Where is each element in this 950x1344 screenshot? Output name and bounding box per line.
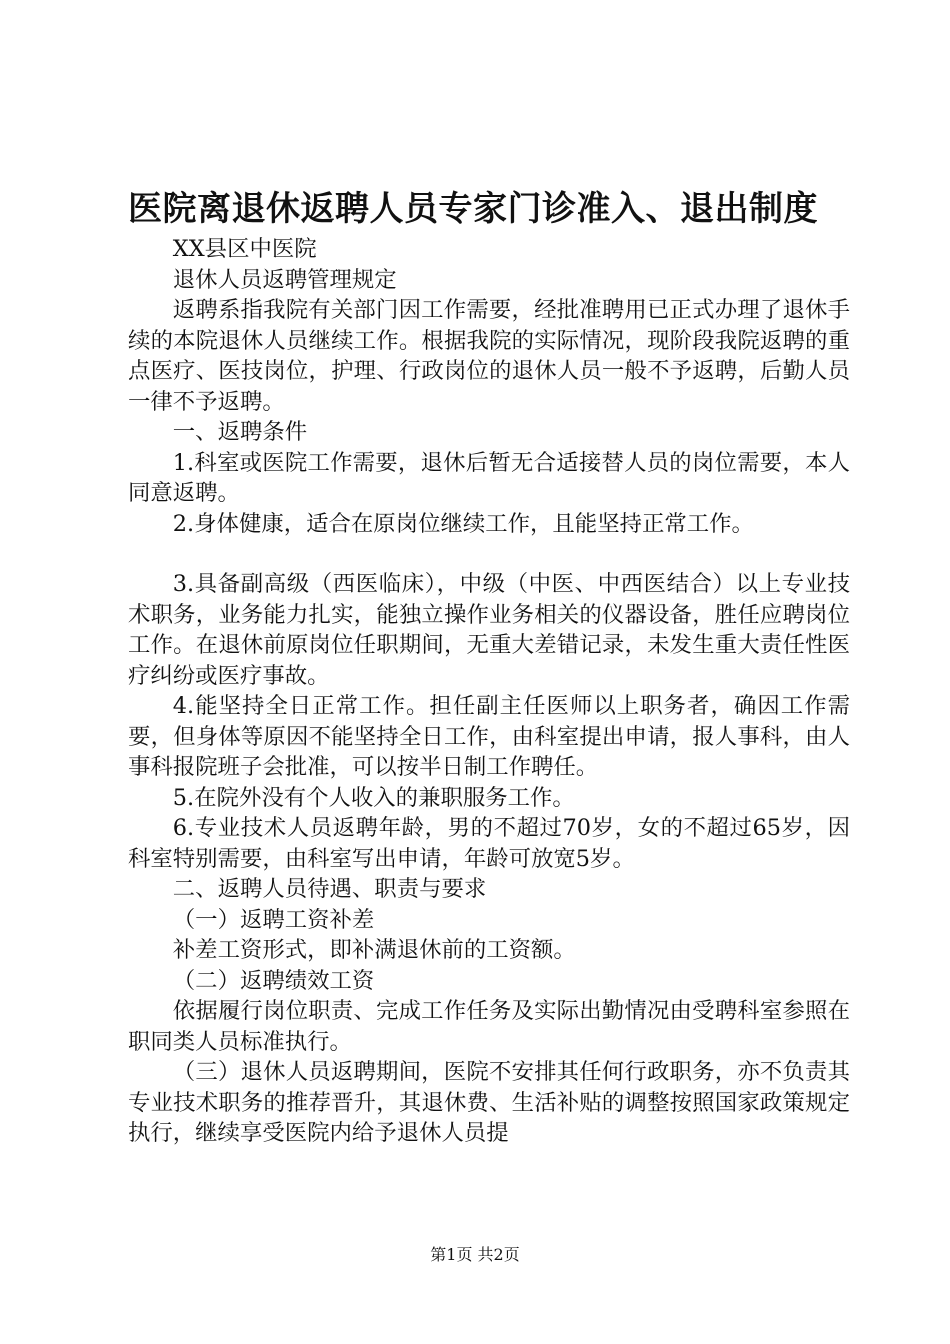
paragraph-condition-4: 4.能坚持全日正常工作。担任副主任医师以上职务者，确因工作需要，但身体等原因不能坚持全日工作，由科室提出申请，报人事科，由人事科报院班子会批准，可以按半日制工作聘任。 [128, 693, 850, 780]
paragraph-condition-1: 1.科室或医院工作需要，退休后暂无合适接替人员的岗位需要，本人同意返聘。 [128, 449, 850, 506]
paragraph-condition-5: 5.在院外没有个人收入的兼职服务工作。 [172, 784, 575, 811]
page-footer: 第1页 共2页 [430, 1245, 520, 1264]
paragraph-condition-6: 6.专业技术人员返聘年龄，男的不超过70岁，女的不超过65岁，因科室特别需要，由科室写出申请，年龄可放宽5岁。 [128, 815, 850, 872]
paragraph-definition: 返聘系指我院有关部门因工作需要，经批准聘用已正式办理了退休手续的本院退休人员继续工作。根据我院的实际情况，现阶段我院返聘的重点医疗、医技岗位，护理、行政岗位的退休人员一般不予返聘，后勤人员一律不予返聘。 [128, 297, 850, 415]
paragraph-condition-2: 2.身体健康，适合在原岗位继续工作，且能坚持正常工作。 [172, 510, 754, 537]
document-body [128, 234, 850, 1149]
document-title: 医院离退休返聘人员专家门诊准入、退出制度 [128, 189, 818, 229]
subheading-performance-pay: （二）返聘绩效工资 [172, 967, 375, 994]
paragraph-hospital-name: XX县区中医院 [172, 236, 317, 262]
paragraph-regulation-name: 退休人员返聘管理规定 [172, 266, 397, 293]
paragraph-performance-pay: 依据履行岗位职责、完成工作任务及实际出勤情况由受聘科室参照在职同类人员标准执行。 [128, 998, 850, 1055]
paragraph-salary-supplement: 补差工资形式，即补满退休前的工资额。 [172, 937, 576, 963]
paragraph-retiree-duties: （三）退休人员返聘期间，医院不安排其任何行政职务，亦不负责其专业技术职务的推荐晋升，其退休费、生活补贴的调整按照国家政策规定执行，继续享受医院内给予退休人员提 [128, 1059, 850, 1146]
subheading-salary-supplement: （一）返聘工资补差 [172, 906, 375, 933]
paragraph-condition-3: 3.具备副高级（西医临床），中级（中医、中西医结合）以上专业技术职务，业务能力扎实，能独立操作业务相关的仪器设备，胜任应聘岗位工作。在退休前原岗位任职期间，无重大差错记录，未发生重大责任性医疗纠纷或医疗事故。 [128, 571, 850, 689]
section-heading-conditions: 一、返聘条件 [172, 419, 308, 445]
section-heading-treatment: 二、返聘人员待遇、职责与要求 [172, 876, 487, 902]
